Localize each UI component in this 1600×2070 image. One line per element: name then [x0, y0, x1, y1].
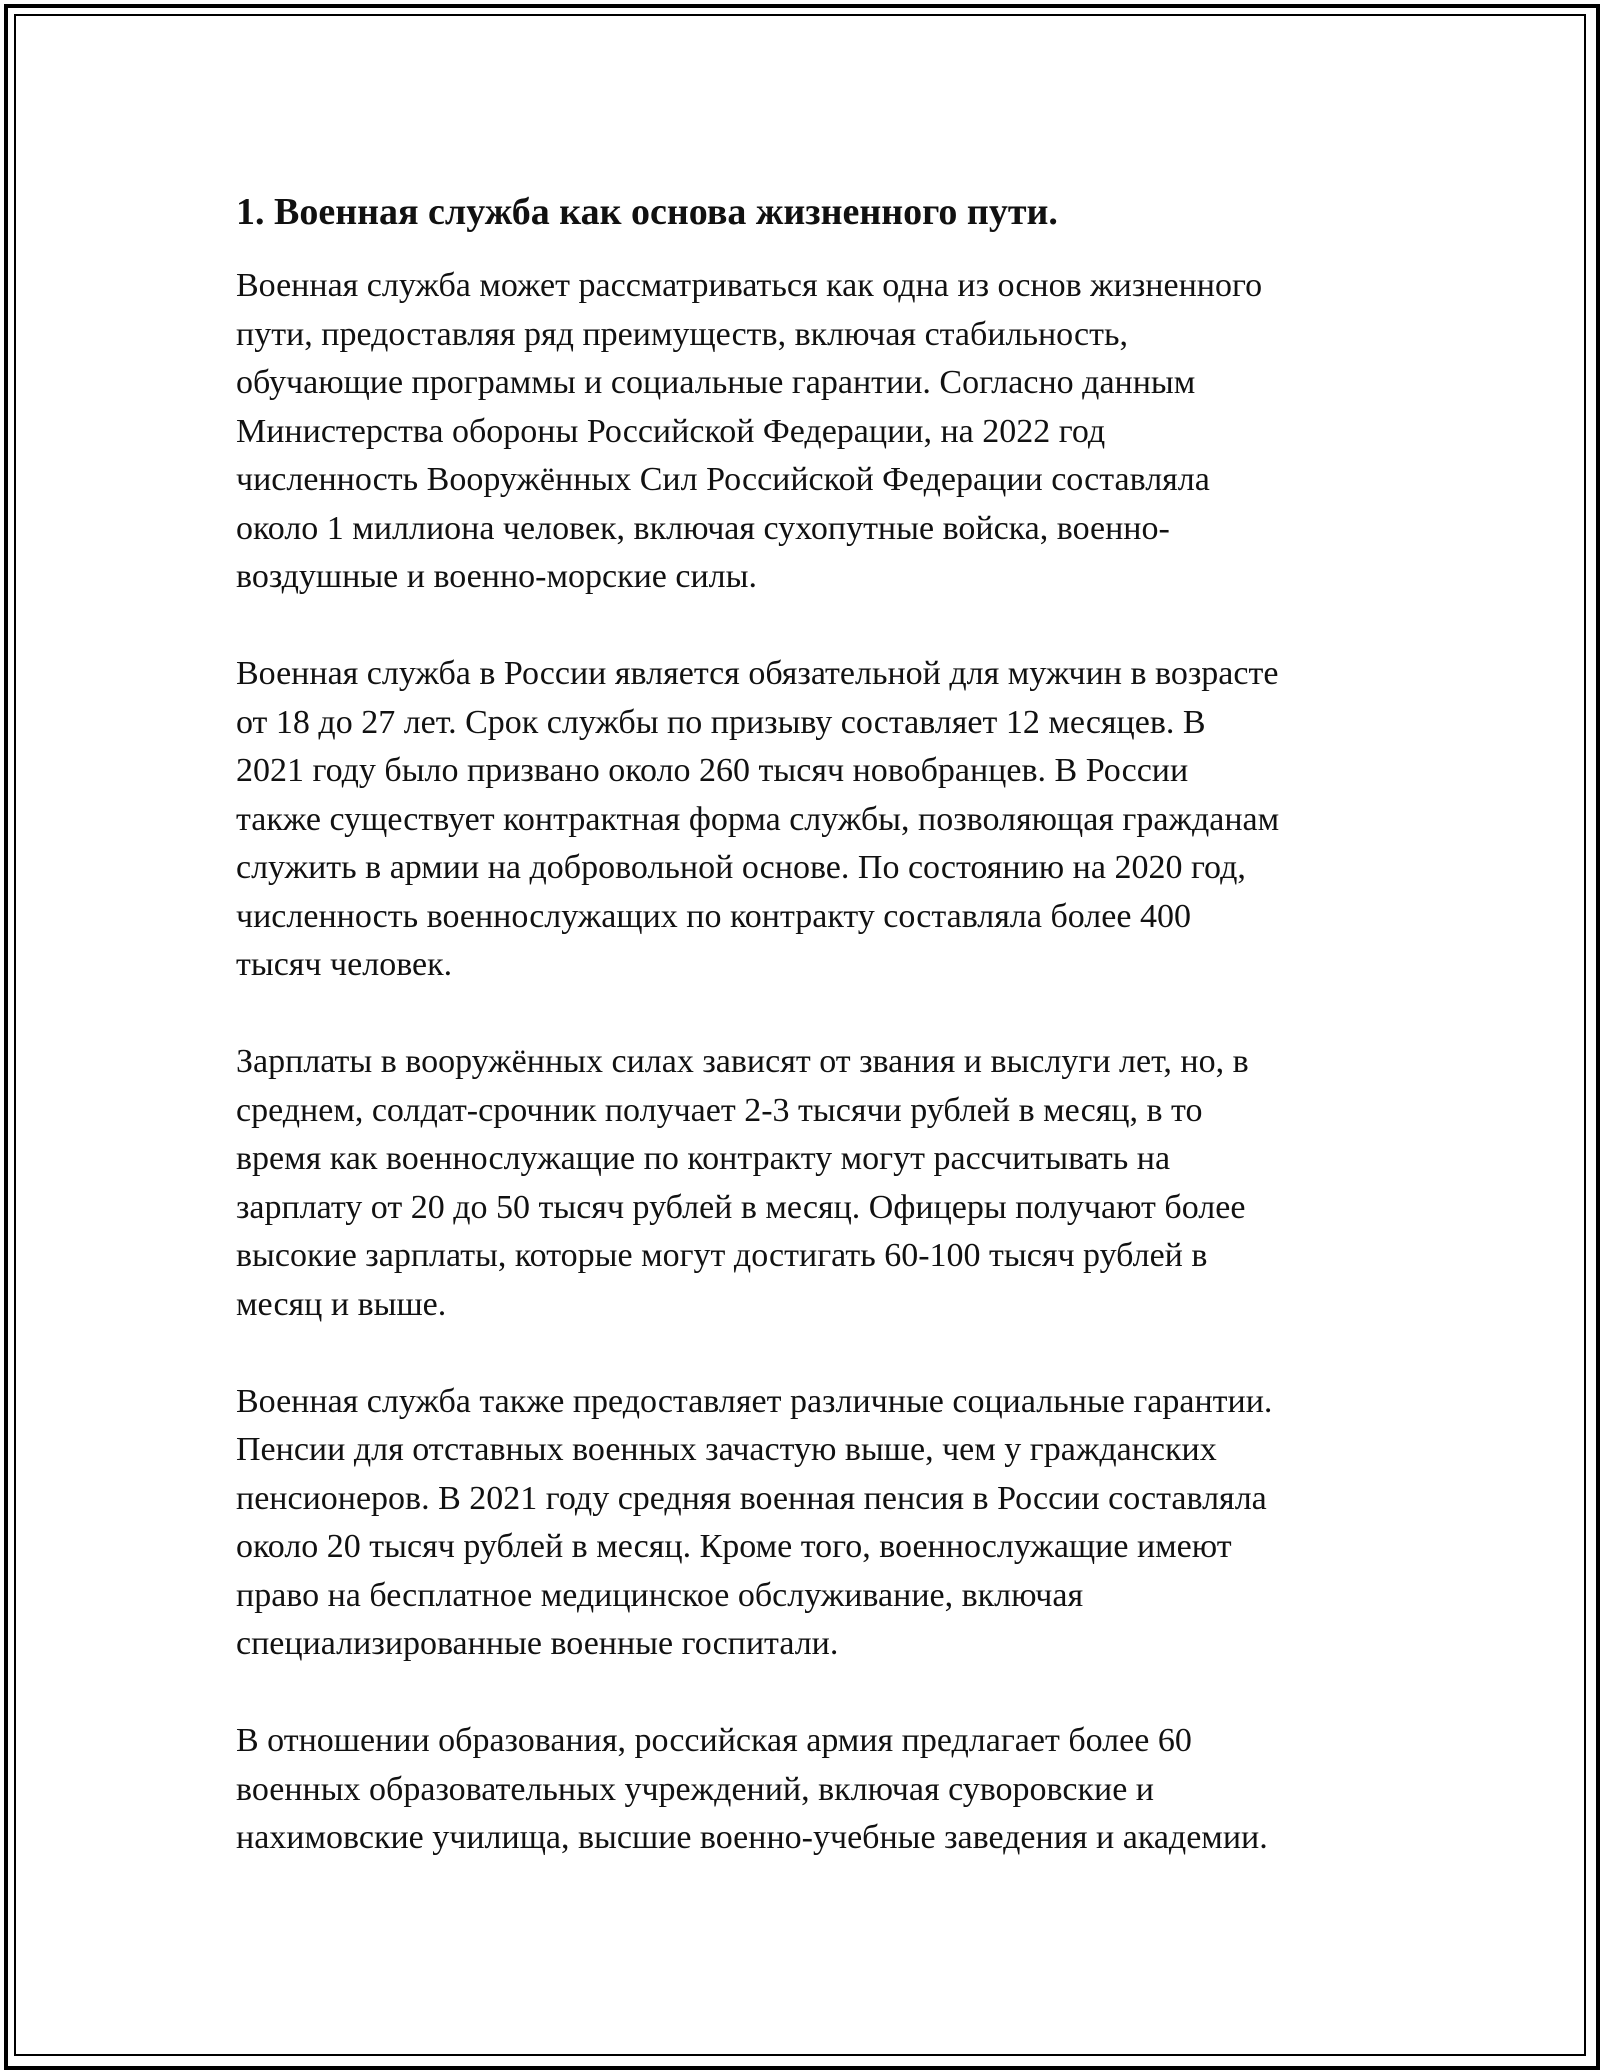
paragraph-salaries — [236, 1038, 1381, 1329]
text-line: тысяч человек. — [236, 946, 453, 983]
text-line: зарплату от 20 до 50 тысяч рублей в месяц. Офицеры получают более — [236, 1188, 1246, 1226]
text-line: пути, предоставляя ряд преимуществ, включая стабильность, — [236, 315, 1128, 353]
section-heading: 1. Военная служба как основа жизненного пути. — [236, 191, 1058, 233]
text-line: от 18 до 27 лет. Срок службы по призыву составляет 12 месяцев. В — [236, 703, 1206, 741]
text-line: пенсионеров. В 2021 году средняя военная пенсия в России составляла — [236, 1479, 1267, 1517]
text-line: около 20 тысяч рублей в месяц. Кроме того, военнослужащие имеют — [236, 1528, 1232, 1565]
text-line: время как военнослужащие по контракту могут рассчитывать на — [236, 1140, 1171, 1177]
text-line: право на бесплатное медицинское обслуживание, включая — [236, 1576, 1084, 1614]
paragraph-conscription — [236, 650, 1381, 990]
text-line: численность Вооружённых Сил Российской Федерации составляла — [236, 461, 1210, 498]
text-line: воздушные и военно-морские силы. — [236, 558, 757, 595]
paragraph-education — [236, 1717, 1381, 1863]
text-line: Министерства обороны Российской Федерации, на 2022 год — [236, 412, 1106, 450]
paragraph-military-service-basis — [236, 262, 1381, 602]
text-line: специализированные военные госпитали. — [236, 1625, 839, 1662]
paragraph-social-guarantees — [236, 1378, 1381, 1669]
text-line: месяц и выше. — [236, 1285, 447, 1323]
text-line: Зарплаты в вооружённых силах зависят от звания и выслуги лет, но, в — [236, 1043, 1249, 1080]
text-line: В отношении образования, российская армия предлагает более 60 — [236, 1722, 1192, 1759]
text-line: высокие зарплаты, которые могут достигать 60-100 тысяч рублей в — [236, 1237, 1208, 1274]
text-line: служить в армии на добровольной основе. По состоянию на 2020 год, — [236, 849, 1246, 886]
text-line: Военная служба может рассматриваться как одна из основ жизненного — [236, 267, 1263, 304]
text-line: военных образовательных учреждений, включая суворовские и — [236, 1770, 1154, 1808]
text-line: Военная служба также предоставляет различные социальные гарантии. — [236, 1382, 1273, 1420]
text-line: среднем, солдат-срочник получает 2-3 тысячи рублей в месяц, в то — [236, 1091, 1203, 1129]
text-line: Военная служба в России является обязательной для мужчин в возрасте — [236, 655, 1279, 692]
text-line: обучающие программы и социальные гарантии. Согласно данным — [236, 364, 1196, 401]
document-body — [236, 186, 1381, 1911]
text-line: нахимовские училища, высшие военно-учебные заведения и академии. — [236, 1819, 1268, 1856]
text-line: также существует контрактная форма службы, позволяющая гражданам — [236, 800, 1280, 838]
text-line: численность военнослужащих по контракту составляла более 400 — [236, 897, 1191, 935]
text-line: Пенсии для отставных военных зачастую выше, чем у гражданских — [236, 1431, 1217, 1468]
text-line: около 1 миллиона человек, включая сухопутные войска, военно- — [236, 509, 1170, 547]
text-line: 2021 году было призвано около 260 тысяч новобранцев. В России — [236, 752, 1189, 789]
